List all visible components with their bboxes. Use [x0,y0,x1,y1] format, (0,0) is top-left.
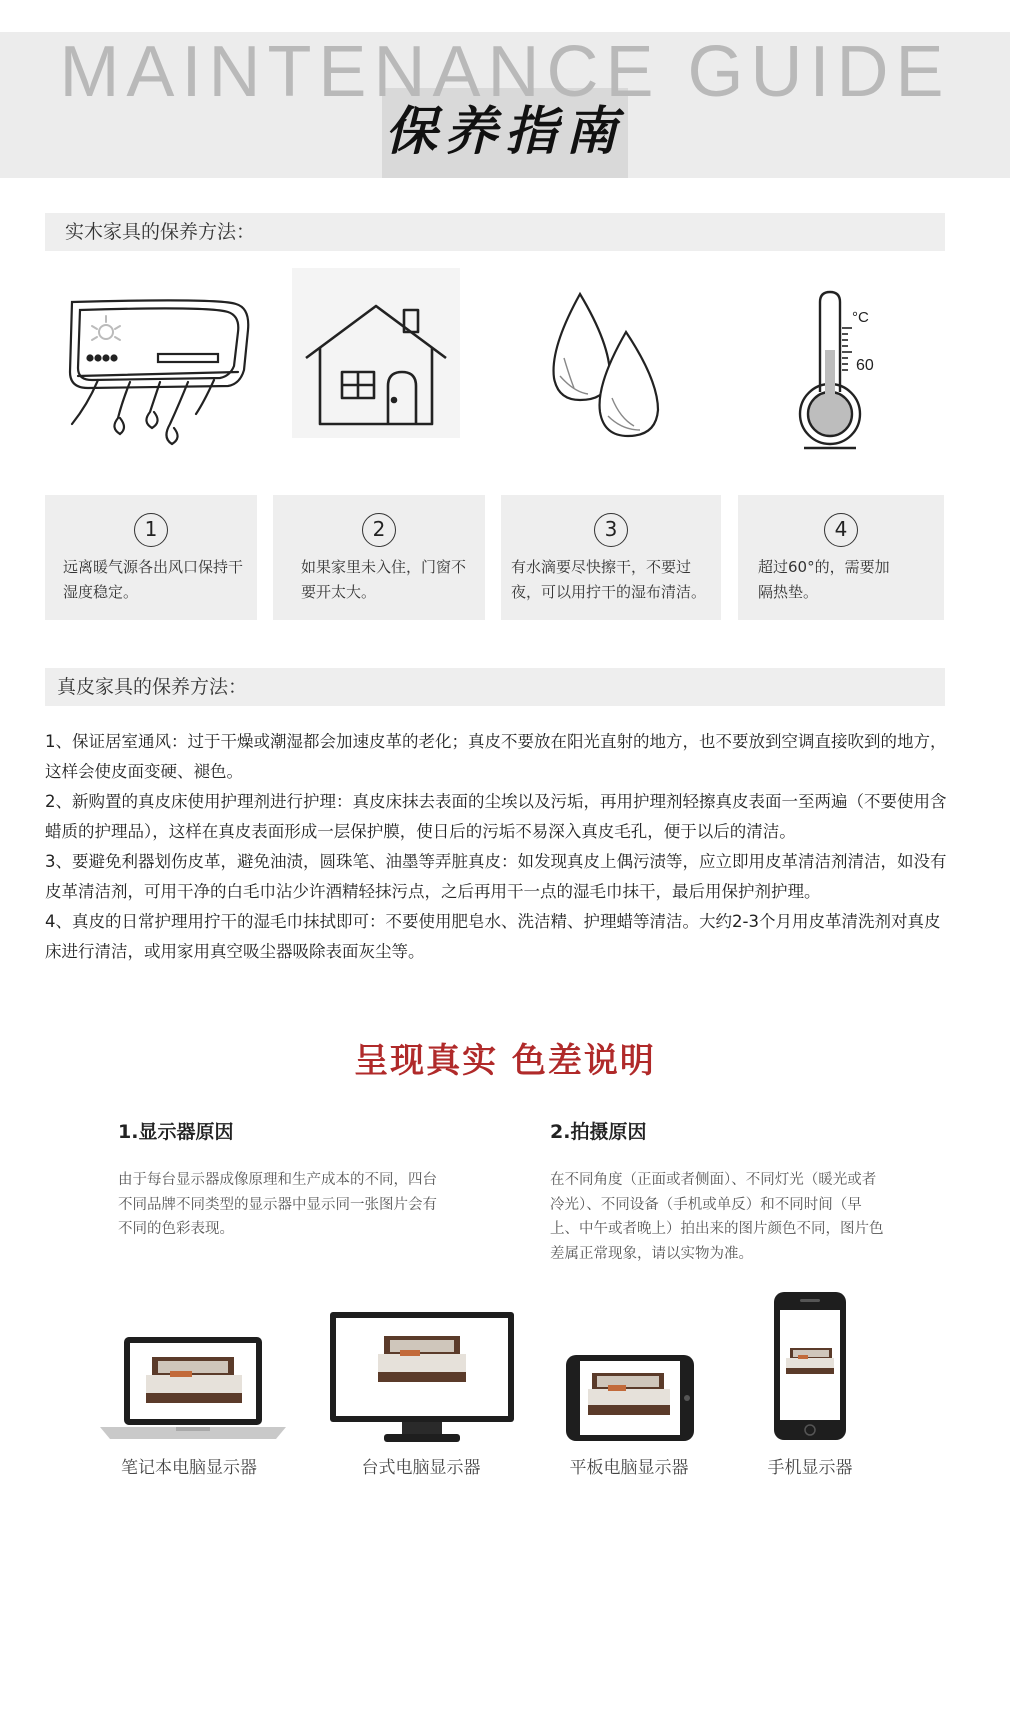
tip-text: 超过60°的，需要加隔热垫。 [758,558,890,601]
header-title-en: MAINTENANCE GUIDE [59,32,951,112]
wood-tip-card-2 [273,495,485,620]
wood-tip-card-4 [738,495,944,620]
leather-guide-text [45,727,955,967]
thermometer-unit: °C [852,309,869,326]
house-icon [292,268,460,438]
color-difference-title: 呈现真实 色差说明 [354,1041,656,1081]
tablet-icon [564,1353,696,1443]
leather-paragraph: 1、保证居室通风：过于干燥或潮湿都会加速皮革的老化；真皮不要放在阳光直射的地方，也不要放到空调直接吹到的地方，这样会使皮面变硬、褪色。 [45,732,947,781]
tip-number: 1 [134,513,168,547]
leather-paragraph: 2、新购置的真皮床使用护理剂进行护理：真皮床抹去表面的尘埃以及污垢，再用护理剂轻擦真皮表面一至两遍（不要使用含蜡质的护理品），这样在真皮表面形成一层保护膜，使日后的污垢不易深入真皮毛孔，便于以后的清洁。 [45,792,947,841]
photo-reason-text: 在不同角度（正面或者侧面）、不同灯光（暖光或者冷光）、不同设备（手机或单反）和不同时间（早上、中午或者晚上）拍出来的图片颜色不同，图片色差属正常现象，请以实物为准。 [550,1172,884,1262]
bed-image [378,1336,466,1382]
tip-number: 4 [824,513,858,547]
leather-paragraph: 3、要避免利器划伤皮革，避免油渍，圆珠笔、油墨等弄脏真皮：如发现真皮上偶污渍等，应立即用皮革清洁剂清洁，如没有皮革清洁剂，可用干净的白毛巾沾少许酒精轻抹污点，之后再用干一点的湿毛巾抹干，最后用保护剂护理。 [45,852,947,901]
bed-image [588,1373,670,1415]
header-title-cn: 保养指南 [384,101,625,162]
air-conditioner-icon [58,292,258,462]
monitor-reason-heading: 1.显示器原因 [118,1121,234,1143]
wood-tip-card-3 [501,495,721,620]
tablet-label: 平板电脑显示器 [569,1458,689,1478]
leather-section-title: 真皮家具的保养方法： [45,668,945,706]
water-drops-icon [544,288,684,448]
bed-image [786,1348,834,1374]
photo-reason-heading: 2.拍摄原因 [550,1121,647,1143]
thermometer-value: 60 [856,357,874,374]
desktop-monitor-icon [328,1310,516,1446]
laptop-icon [96,1335,290,1445]
desktop-label: 台式电脑显示器 [361,1458,481,1478]
wood-section-title: 实木家具的保养方法： [45,213,945,251]
laptop-label: 笔记本电脑显示器 [121,1458,257,1478]
phone-label: 手机显示器 [767,1458,853,1478]
phone-icon [772,1290,848,1442]
tip-number: 3 [594,513,628,547]
bed-image [146,1357,242,1403]
tip-text: 远离暖气源各出风口保持干湿度稳定。 [63,558,244,601]
tip-text: 有水滴要尽快擦干，不要过夜，可以用拧干的湿布清洁。 [511,558,707,601]
monitor-reason-text: 由于每台显示器成像原理和生产成本的不同，四台不同品牌不同类型的显示器中显示同一张图片会有不同的色彩表现。 [118,1172,437,1237]
wood-tip-card-1 [45,495,257,620]
leather-paragraph: 4、真皮的日常护理用拧干的湿毛巾抹拭即可：不要使用肥皂水、洗洁精、护理蜡等清洁。大约2-3个月用皮革清洗剂对真皮床进行清洁，或用家用真空吸尘器吸除表面灰尘等。 [45,912,941,961]
tip-text: 如果家里未入住，门窗不要开太大。 [301,558,467,601]
tip-number: 2 [362,513,396,547]
thermometer-icon [796,288,916,454]
